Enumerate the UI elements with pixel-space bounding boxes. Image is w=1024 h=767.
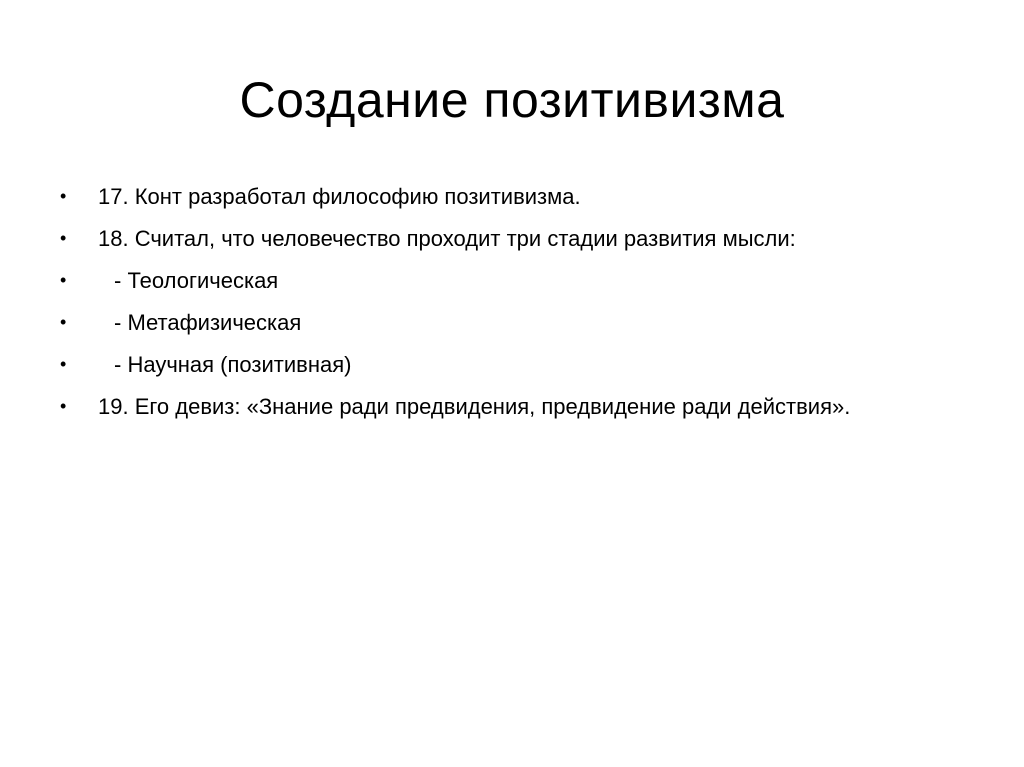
- slide-title: Создание позитивизма: [239, 72, 785, 128]
- list-item: [60, 223, 940, 254]
- bullet-text: 19. Его девиз: «Знание ради предвидения, предвидение ради действия».: [98, 394, 851, 419]
- bullet-dot-icon: •: [60, 228, 67, 248]
- bullet-dot-icon: •: [60, 396, 67, 416]
- list-item: [60, 265, 940, 296]
- list-item: [60, 349, 940, 380]
- list-item: [60, 181, 940, 212]
- bullet-text: - Метафизическая: [114, 310, 302, 335]
- bullet-dot-icon: •: [60, 354, 67, 374]
- bullet-dot-icon: •: [60, 186, 67, 206]
- bullet-text: - Теологическая: [114, 268, 279, 293]
- list-item: [60, 307, 940, 338]
- bullet-dot-icon: •: [60, 312, 67, 332]
- bullet-list: [60, 181, 940, 433]
- bullet-text: 17. Конт разработал философию позитивизма.: [98, 184, 581, 209]
- list-item: [60, 391, 940, 422]
- bullet-text: - Научная (позитивная): [114, 352, 352, 377]
- bullet-text: 18. Считал, что человечество проходит три стадии развития мысли:: [98, 226, 796, 251]
- bullet-dot-icon: •: [60, 270, 67, 290]
